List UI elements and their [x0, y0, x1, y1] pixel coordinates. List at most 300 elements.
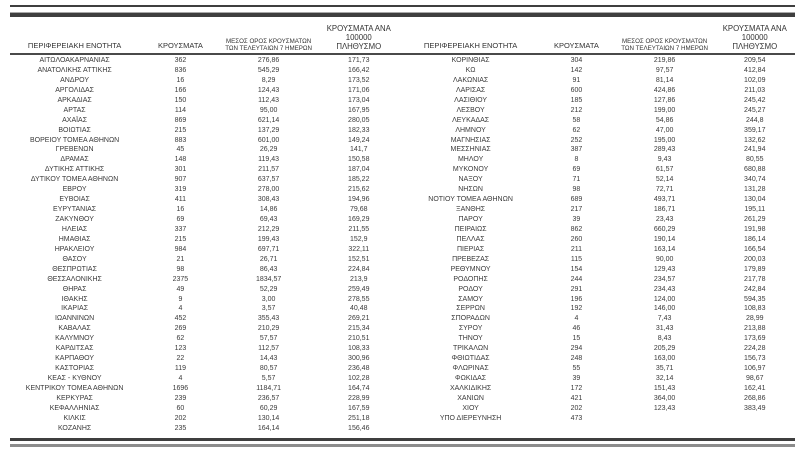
table-row: [402, 116, 794, 126]
region-name-cell: ΛΕΥΚΑΔΑΣ: [452, 116, 490, 124]
per100k-cell: 169,29: [348, 216, 370, 223]
avg7-cell: 276,86: [257, 57, 280, 64]
region-name-cell: ΠΕΛΛΑΣ: [456, 235, 485, 243]
per100k-cell: 171,73: [348, 57, 370, 64]
avg7-cell: 3,57: [261, 305, 276, 313]
region-name-cell: ΗΡΑΚΛΕΙΟΥ: [54, 245, 95, 253]
per100k-cell: 211,55: [348, 225, 370, 233]
per100k-cell: 251,18: [348, 414, 370, 422]
cases-cell: 252: [570, 136, 583, 144]
region-name-cell: ΛΑΣΙΘΙΟΥ: [454, 96, 488, 104]
cases-cell: 337: [174, 225, 187, 233]
table-row: [6, 175, 398, 185]
per100k-cell: 209,54: [744, 57, 766, 64]
col-header-avg7-line2: ΤΩΝ ΤΕΛΕΥΤΑΙΩΝ 7 ΗΜΕΡΩΝ: [621, 44, 708, 52]
per100k-cell: 28,99: [745, 315, 764, 323]
region-name-cell: ΒΟΙΩΤΙΑΣ: [58, 126, 91, 134]
cases-cell: 172: [570, 384, 583, 392]
regions-table-right: [402, 18, 794, 438]
table-row: [402, 245, 794, 255]
avg7-cell: 493,71: [653, 196, 676, 204]
region-name-cell: ΚΕΡΚΥΡΑΣ: [56, 394, 93, 402]
avg7-cell: 129,43: [653, 265, 676, 273]
region-name-cell: ΡΕΘΥΜΝΟΥ: [450, 265, 491, 273]
top-rule-thick: [10, 12, 795, 17]
region-name-cell: ΔΡΑΜΑΣ: [60, 156, 89, 164]
cases-cell: 411: [174, 196, 186, 204]
col-header-per100k-line2: ΠΛΗΘΥΣΜΟ: [336, 42, 382, 52]
table-row: [402, 384, 794, 394]
table-row: [6, 314, 398, 324]
per100k-cell: 412,84: [744, 66, 766, 74]
avg7-cell: 8,43: [657, 335, 672, 343]
avg7-cell: 31,43: [655, 325, 674, 333]
table-row: [402, 136, 794, 146]
region-name-cell: ΤΗΝΟΥ: [458, 335, 483, 343]
avg7-cell: 199,00: [653, 106, 676, 114]
col-header-per100k: [716, 25, 794, 52]
region-name-cell: ΙΘΑΚΗΣ: [61, 295, 88, 303]
table-row: [6, 195, 398, 205]
per100k-cell: 102,28: [348, 375, 370, 382]
per100k-cell: 680,88: [744, 166, 766, 174]
cases-cell: 114: [174, 106, 186, 114]
cases-cell: 217: [570, 206, 583, 214]
table-row: [402, 225, 794, 235]
cases-cell: 58: [572, 116, 581, 124]
per100k-cell: 191,98: [744, 225, 766, 233]
cases-cell: 235: [174, 424, 187, 432]
table-row: [6, 56, 398, 66]
table-row: [6, 344, 398, 354]
cases-cell: 22: [176, 355, 185, 363]
cases-cell: 1696: [172, 384, 189, 392]
avg7-cell: 234,43: [653, 285, 676, 293]
per100k-cell: 322,11: [348, 245, 370, 253]
per100k-cell: 173,04: [348, 96, 370, 104]
per100k-cell: 186,14: [744, 235, 766, 243]
col-header-cases: ΚΡΟΥΣΜΑΤΑ: [553, 41, 599, 51]
table-row: [402, 175, 794, 185]
table-row: [6, 404, 398, 414]
per100k-cell: 236,48: [348, 365, 370, 373]
region-name-cell: ΚΕΝΤΡΙΚΟΥ ΤΟΜΕΑ ΑΘΗΝΩΝ: [25, 384, 124, 392]
per100k-cell: 166,42: [348, 66, 370, 74]
cases-cell: 202: [570, 404, 583, 412]
cases-cell: 154: [570, 265, 583, 273]
table-row: [402, 354, 794, 364]
per100k-cell: 173,52: [348, 76, 370, 84]
table-row: [402, 314, 794, 324]
cases-cell: 60: [176, 404, 185, 412]
col-header-region: ΠΕΡΙΦΕΡΕΙΑΚΗ ΕΝΟΤΗΤΑ: [423, 41, 518, 51]
table-row: [402, 56, 794, 66]
cases-cell: 185: [570, 96, 583, 104]
avg7-cell: 199,43: [257, 235, 280, 243]
avg7-cell: 69,43: [259, 216, 278, 223]
cases-cell: 883: [174, 136, 187, 144]
table-row: [402, 265, 794, 275]
cases-cell: 212: [570, 106, 583, 114]
avg7-cell: 1834,57: [255, 275, 282, 283]
table-header: [402, 18, 794, 53]
cases-cell: 15: [572, 335, 581, 343]
region-name-cell: ΑΡΓΟΛΙΔΑΣ: [55, 86, 94, 94]
region-name-cell: ΕΥΒΟΙΑΣ: [59, 196, 90, 204]
region-name-cell: ΗΜΑΘΙΑΣ: [58, 235, 91, 243]
per100k-cell: 173,69: [744, 335, 766, 343]
per100k-cell: 152,51: [348, 255, 370, 263]
region-name-cell: ΚΙΛΚΙΣ: [63, 414, 86, 422]
per100k-cell: 244,8: [745, 116, 764, 124]
region-name-cell: ΓΡΕΒΕΝΩΝ: [55, 146, 94, 154]
col-header-avg7-line2: ΤΩΝ ΤΕΛΕΥΤΑΙΩΝ 7 ΗΜΕΡΩΝ: [225, 44, 312, 52]
region-name-cell: ΦΘΙΩΤΙΔΑΣ: [451, 355, 490, 363]
cases-cell: 69: [572, 166, 581, 174]
cases-cell: 91: [572, 76, 581, 84]
per100k-cell: 213,9: [349, 275, 368, 283]
table-row: [402, 235, 794, 245]
region-name-cell: ΕΒΡΟΥ: [62, 186, 87, 194]
per100k-cell: 261,29: [744, 216, 766, 223]
region-name-cell: ΘΑΣΟΥ: [62, 255, 87, 263]
avg7-cell: 119,43: [258, 156, 280, 164]
cases-cell: 49: [176, 285, 185, 293]
region-name-cell: ΘΗΡΑΣ: [62, 285, 87, 293]
region-name-cell: ΛΗΜΝΟΥ: [455, 126, 486, 134]
table-row: [6, 285, 398, 295]
avg7-cell: 164,14: [257, 424, 280, 432]
per100k-cell: 241,94: [744, 146, 766, 154]
per100k-cell: 152,9: [349, 235, 368, 243]
per100k-cell: 187,04: [348, 166, 370, 174]
cases-cell: 421: [570, 394, 583, 402]
per100k-cell: 167,59: [348, 404, 370, 412]
region-name-cell: ΑΙΤΩΛΟΑΚΑΡΝΑΝΙΑΣ: [39, 57, 110, 64]
region-name-cell: ΡΟΔΟΥ: [458, 285, 483, 293]
per100k-cell: 383,49: [744, 404, 766, 412]
region-name-cell: ΜΥΚΟΝΟΥ: [452, 166, 489, 174]
cases-cell: 215: [174, 126, 187, 134]
cases-cell: 304: [570, 57, 583, 64]
per100k-cell: 224,84: [348, 265, 370, 273]
per100k-cell: 79,68: [349, 206, 368, 214]
table-row: [6, 334, 398, 344]
per100k-cell: 132,62: [744, 136, 766, 144]
avg7-cell: 61,57: [655, 166, 674, 174]
region-name-cell: ΚΕΑΣ - ΚΥΘΝΟΥ: [47, 375, 102, 382]
avg7-cell: 80,57: [259, 365, 278, 373]
table-row: [6, 384, 398, 394]
avg7-cell: 26,71: [259, 255, 278, 263]
avg7-cell: 212,29: [257, 225, 280, 233]
avg7-cell: 14,86: [259, 206, 278, 214]
per100k-cell: 156,73: [744, 355, 766, 363]
region-name-cell: ΖΑΚΥΝΘΟΥ: [55, 216, 94, 223]
cases-cell: 21: [176, 255, 185, 263]
table-row: [6, 76, 398, 86]
table-row: [6, 364, 398, 374]
avg7-cell: 124,00: [653, 295, 676, 303]
table-row: [402, 344, 794, 354]
table-header: [6, 18, 398, 53]
region-name-cell: ΤΡΙΚΑΛΩΝ: [452, 345, 489, 353]
table-row: [402, 66, 794, 76]
table-row: [6, 354, 398, 364]
table-row: [402, 185, 794, 195]
col-header-per100k: [320, 25, 398, 52]
per100k-cell: 200,03: [744, 255, 766, 263]
avg7-cell: 23,43: [655, 216, 674, 223]
region-name-cell: ΝΗΣΩΝ: [458, 186, 483, 194]
avg7-cell: 1184,71: [256, 384, 281, 392]
avg7-cell: 5,57: [261, 375, 276, 382]
cases-cell: 836: [174, 66, 187, 74]
cases-cell: 142: [570, 66, 583, 74]
cases-cell: 869: [174, 116, 187, 124]
cases-cell: 301: [174, 166, 187, 174]
avg7-cell: 112,43: [258, 96, 280, 104]
avg7-cell: 8,29: [261, 76, 276, 84]
cases-cell: 55: [572, 365, 581, 373]
avg7-cell: 124,43: [257, 86, 280, 94]
avg7-cell: 97,57: [655, 66, 674, 74]
avg7-cell: 7,43: [657, 315, 672, 323]
per100k-cell: 300,96: [348, 355, 370, 363]
table-row: [402, 404, 794, 414]
cases-cell: 215: [174, 235, 187, 243]
table-body-left: [6, 56, 398, 434]
avg7-cell: 72,71: [655, 186, 674, 194]
per100k-cell: 215,34: [348, 325, 370, 333]
region-name-cell: ΙΩΑΝΝΙΝΩΝ: [54, 315, 95, 323]
cases-cell: 98: [572, 186, 581, 194]
cases-cell: 46: [572, 325, 581, 333]
col-header-avg7: [218, 38, 320, 52]
table-row: [6, 374, 398, 384]
avg7-cell: 35,71: [655, 365, 674, 373]
avg7-cell: 211,57: [258, 166, 280, 174]
table-row: [402, 165, 794, 175]
per100k-cell: 171,06: [348, 86, 370, 94]
table-row: [402, 126, 794, 136]
avg7-cell: 57,57: [259, 335, 278, 343]
region-name-cell: ΔΥΤΙΚΗΣ ΑΤΤΙΚΗΣ: [44, 166, 105, 174]
region-name-cell: ΝΟΤΙΟΥ ΤΟΜΕΑ ΑΘΗΝΩΝ: [428, 196, 513, 204]
table-row: [402, 374, 794, 384]
per100k-cell: 108,83: [744, 305, 766, 313]
table-row: [402, 96, 794, 106]
cases-cell: 16: [176, 206, 185, 214]
avg7-cell: 190,14: [653, 235, 676, 243]
region-name-cell: ΧΙΟΥ: [462, 404, 479, 412]
cases-cell: 4: [178, 305, 183, 313]
table-row: [402, 155, 794, 165]
table-row: [402, 324, 794, 334]
cases-cell: 62: [176, 335, 185, 343]
table-row: [402, 275, 794, 285]
avg7-cell: 47,00: [655, 126, 674, 134]
region-name-cell: ΘΕΣΠΡΩΤΙΑΣ: [52, 265, 97, 273]
cases-cell: 269: [174, 325, 187, 333]
avg7-cell: 95,00: [259, 106, 278, 114]
per100k-cell: 102,09: [744, 76, 766, 84]
per100k-cell: 224,28: [744, 345, 766, 353]
cases-cell: 119: [174, 365, 186, 373]
table-row: [6, 235, 398, 245]
cases-cell: 291: [570, 285, 583, 293]
region-name-cell: ΠΙΕΡΙΑΣ: [456, 245, 485, 253]
region-name-cell: ΠΡΕΒΕΖΑΣ: [452, 255, 490, 263]
avg7-cell: 289,43: [653, 146, 676, 154]
per100k-cell: 166,54: [744, 245, 766, 253]
per100k-cell: 98,67: [745, 375, 764, 382]
avg7-cell: 424,86: [653, 86, 676, 94]
table-row: [402, 76, 794, 86]
region-name-cell: ΚΑΣΤΟΡΙΑΣ: [55, 365, 95, 373]
avg7-cell: 195,00: [653, 136, 676, 144]
col-header-region: ΠΕΡΙΦΕΡΕΙΑΚΗ ΕΝΟΤΗΤΑ: [27, 41, 122, 51]
table-row: [6, 414, 398, 424]
per100k-cell: 150,58: [348, 156, 370, 164]
table-row: [6, 255, 398, 265]
col-header-avg7-line1: ΜΕΣΟΣ ΟΡΟΣ ΚΡΟΥΣΜΑΤΩΝ: [622, 37, 708, 45]
cases-cell: 148: [174, 156, 187, 164]
avg7-cell: 278,00: [257, 186, 280, 194]
region-name-cell: ΑΝΑΤΟΛΙΚΗΣ ΑΤΤΙΚΗΣ: [37, 66, 112, 74]
region-name-cell: ΣΕΡΡΩΝ: [456, 305, 485, 313]
cases-cell: 862: [570, 225, 583, 233]
per100k-cell: 40,48: [349, 305, 368, 313]
avg7-cell: 234,57: [653, 275, 676, 283]
cases-cell: 689: [570, 196, 583, 204]
avg7-cell: 151,43: [653, 384, 676, 392]
per100k-cell: 149,24: [348, 136, 370, 144]
per100k-cell: 182,33: [348, 126, 370, 134]
region-name-cell: ΡΟΔΟΠΗΣ: [453, 275, 488, 283]
cases-cell: 2375: [172, 275, 189, 283]
cases-cell: 123: [174, 345, 187, 353]
region-name-cell: ΚΕΦΑΛΛΗΝΙΑΣ: [49, 404, 100, 412]
table-row: [402, 364, 794, 374]
per100k-cell: 141,7: [349, 146, 368, 154]
avg7-cell: 163,14: [653, 245, 676, 253]
per100k-cell: 130,04: [744, 196, 766, 204]
table-row: [6, 295, 398, 305]
table-row: [402, 215, 794, 225]
cases-cell: 16: [176, 76, 185, 84]
avg7-cell: 127,86: [653, 96, 676, 104]
table-row: [6, 116, 398, 126]
avg7-cell: 364,00: [653, 394, 676, 402]
region-name-cell: ΣΑΜΟΥ: [458, 295, 483, 303]
table-row: [6, 215, 398, 225]
per100k-cell: 131,28: [744, 186, 766, 194]
region-name-cell: ΕΥΡΥΤΑΝΙΑΣ: [53, 206, 97, 214]
table-row: [402, 106, 794, 116]
region-name-cell: ΛΑΡΙΣΑΣ: [455, 86, 486, 94]
per100k-cell: 211,03: [744, 86, 766, 94]
table-row: [402, 295, 794, 305]
region-name-cell: ΛΕΣΒΟΥ: [456, 106, 485, 114]
region-name-cell: ΚΑΡΔΙΤΣΑΣ: [55, 345, 94, 353]
per100k-cell: 278,55: [348, 295, 370, 303]
region-name-cell: ΜΕΣΣΗΝΙΑΣ: [450, 146, 491, 154]
bottom-rule-dark: [10, 438, 795, 441]
bottom-rule-gray: [10, 444, 795, 447]
per100k-cell: 245,27: [744, 106, 766, 114]
avg7-cell: 601,00: [257, 136, 280, 144]
per100k-cell: 280,05: [348, 116, 370, 124]
per100k-cell: 269,21: [348, 315, 370, 323]
col-header-per100k-line1: ΚΡΟΥΣΜΑΤΑ ΑΝΑ 100000: [722, 24, 787, 43]
region-name-cell: ΛΑΚΩΝΙΑΣ: [452, 76, 489, 84]
cases-cell: 98: [176, 265, 185, 273]
region-name-cell: ΘΕΣΣΑΛΟΝΙΚΗΣ: [47, 275, 102, 283]
cases-cell: 600: [570, 86, 583, 94]
avg7-cell: 86,43: [259, 265, 278, 273]
cases-cell: 115: [570, 255, 582, 263]
cases-cell: 196: [570, 295, 583, 303]
table-row: [402, 195, 794, 205]
region-name-cell: ΔΥΤΙΚΟΥ ΤΟΜΕΑ ΑΘΗΝΩΝ: [30, 176, 119, 184]
table-row: [6, 126, 398, 136]
per100k-cell: 164,74: [348, 384, 370, 392]
region-name-cell: ΧΑΝΙΩΝ: [457, 394, 484, 402]
per100k-cell: 106,97: [744, 365, 766, 373]
table-row: [6, 304, 398, 314]
table-row: [6, 66, 398, 76]
region-name-cell: ΠΑΡΟΥ: [458, 216, 483, 223]
col-header-per100k-line1: ΚΡΟΥΣΜΑΤΑ ΑΝΑ 100000: [326, 24, 391, 43]
region-name-cell: ΙΚΑΡΙΑΣ: [61, 305, 89, 313]
avg7-cell: 660,29: [653, 225, 676, 233]
table-row: [6, 205, 398, 215]
avg7-cell: 308,43: [257, 196, 280, 204]
cases-cell: 319: [174, 186, 187, 194]
table-row: [6, 245, 398, 255]
col-header-avg7-line1: ΜΕΣΟΣ ΟΡΟΣ ΚΡΟΥΣΜΑΤΩΝ: [226, 37, 312, 45]
per100k-cell: 340,74: [744, 176, 766, 184]
avg7-cell: 14,43: [259, 355, 278, 363]
cases-cell: 45: [176, 146, 185, 154]
per100k-cell: 217,78: [744, 275, 766, 283]
avg7-cell: 355,43: [257, 315, 280, 323]
table-row: [402, 145, 794, 155]
cases-cell: 248: [570, 355, 583, 363]
region-name-cell: ΗΛΕΙΑΣ: [61, 225, 88, 233]
avg7-cell: 219,86: [653, 57, 676, 64]
avg7-cell: 9,43: [657, 156, 672, 164]
avg7-cell: 637,57: [257, 176, 280, 184]
cases-cell: 39: [572, 216, 581, 223]
table-row: [402, 334, 794, 344]
table-row: [6, 155, 398, 165]
table-row: [6, 145, 398, 155]
cases-cell: 4: [574, 315, 579, 323]
region-name-cell: ΚΟΖΑΝΗΣ: [57, 424, 92, 432]
per100k-cell: 359,17: [744, 126, 766, 134]
per100k-cell: 194,96: [348, 196, 370, 204]
table-row: [6, 185, 398, 195]
table-row: [402, 394, 794, 404]
region-name-cell: ΚΑΡΠΑΘΟΥ: [55, 355, 95, 363]
avg7-cell: 52,14: [655, 176, 674, 184]
region-name-cell: ΚΩ: [465, 66, 476, 74]
per100k-cell: 162,41: [744, 384, 766, 392]
cases-cell: 244: [570, 275, 583, 283]
avg7-cell: 60,29: [259, 404, 278, 412]
